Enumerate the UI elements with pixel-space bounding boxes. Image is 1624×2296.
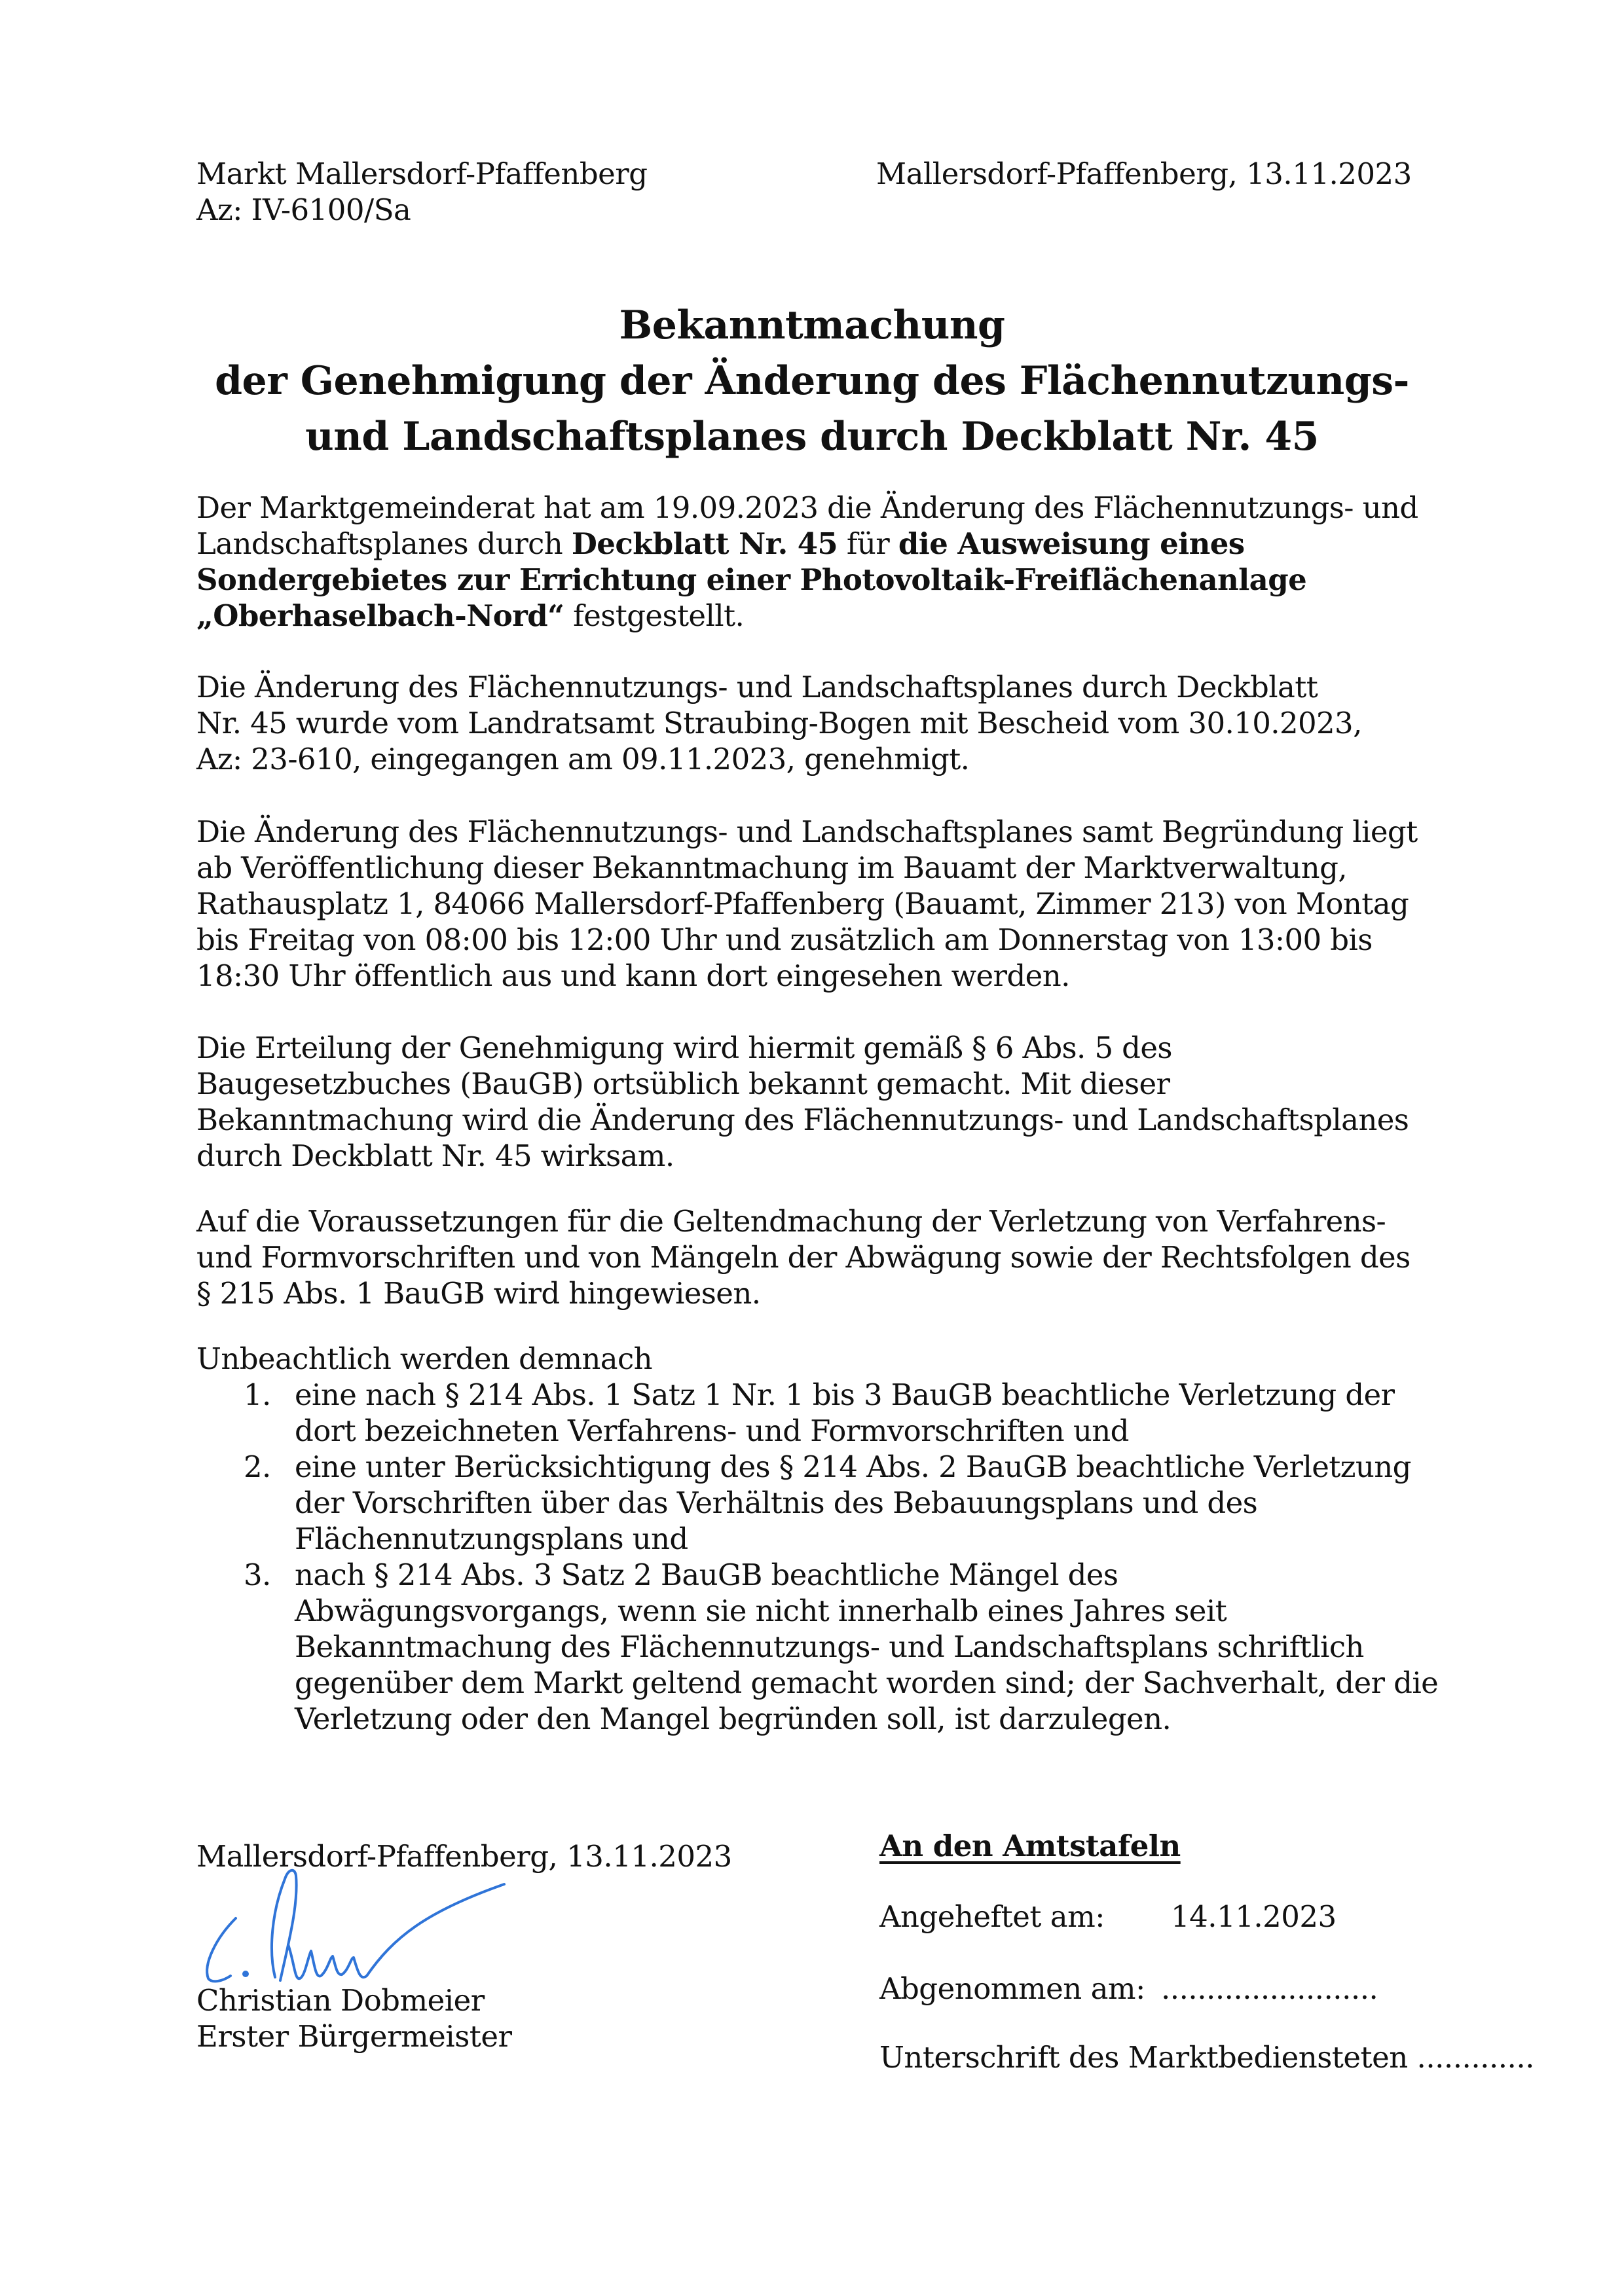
paragraph-line: Az: 23-610, eingegangen am 09.11.2023, genehmigt. [196,742,970,776]
authority-name: Markt Mallersdorf-Pfaffenberg [196,156,648,191]
paragraph-line: Die Änderung des Flächennutzungs- und Landschaftsplanes samt Begründung liegt [196,814,1418,849]
list-line: gegenüber dem Markt geltend gemacht worden sind; der Sachverhalt, der die [295,1666,1439,1700]
list-text [295,1377,1394,1449]
paragraph-inspection [196,814,1441,994]
text-run: Landschaftsplanes durch [196,526,572,561]
posted-row [879,1899,1337,1935]
authority-block [196,156,648,228]
paragraph-approval [196,669,1441,777]
removed-date-blank: ........................ [1161,1971,1378,2006]
paragraph-line [196,598,1441,634]
posted-date: 14.11.2023 [1171,1899,1337,1934]
paragraph-line: § 215 Abs. 1 BauGB wird hingewiesen. [196,1276,761,1311]
paragraph-line: Die Änderung des Flächennutzungs- und Landschaftsplanes durch Deckblatt [196,670,1318,704]
paragraph-line: Bekanntmachung wird die Änderung des Flächennutzungs- und Landschaftsplanes [196,1102,1409,1137]
paragraph-line: durch Deckblatt Nr. 45 wirksam. [196,1139,674,1173]
title-line-2: der Genehmigung der Änderung des Flächennutzungs- [215,358,1409,404]
removed-label: Abgenommen am: [879,1971,1145,2006]
list-text [295,1557,1438,1737]
bold-run: „Oberhaselbach-Nord“ [196,598,564,633]
paragraph-line [196,562,1441,598]
paragraph-line: Baugesetzbuches (BauGB) ortsüblich bekannt gemacht. Mit dieser [196,1066,1170,1101]
paragraph-line: Rathausplatz 1, 84066 Mallersdorf-Pfaffenberg (Bauamt, Zimmer 213) von Montag [196,886,1409,921]
list-text [295,1449,1411,1557]
title-line-3: und Landschaftsplanes durch Deckblatt Nr. 45 [305,414,1319,460]
signatory-name: Christian Dobmeier [196,1983,485,2018]
removed-row [879,1971,1378,2007]
list-line: Abwägungsvorgangs, wenn sie nicht innerhalb eines Jahres seit [295,1594,1227,1628]
reference-number: Az: IV-6100/Sa [196,192,411,227]
paragraph-line: ab Veröffentlichung dieser Bekanntmachung im Bauamt der Marktverwaltung, [196,850,1347,885]
paragraph-effective [196,1030,1441,1174]
notice-board-heading: An den Amtstafeln [879,1829,1181,1863]
paragraph-resolution [196,490,1441,634]
list-line: dort bezeichneten Verfahrens- und Formvorschriften und [295,1413,1129,1448]
bold-run: Deckblatt Nr. 45 [571,526,838,561]
handwritten-signature [196,1866,537,1990]
paragraph-line [196,526,1441,562]
document-title [0,298,1624,465]
list-line: eine nach § 214 Abs. 1 Satz 1 Nr. 1 bis 3 BauGB beachtliche Verletzung der [295,1377,1395,1412]
paragraph-line: Nr. 45 wurde vom Landratsamt Straubing-Bogen mit Bescheid vom 30.10.2023, [196,706,1362,740]
list-line: nach § 214 Abs. 3 Satz 2 BauGB beachtliche Mängel des [295,1558,1118,1592]
list-line: Verletzung oder den Mangel begründen soll, ist darzulegen. [295,1702,1172,1736]
signatory-role: Erster Bürgermeister [196,2019,512,2054]
title-line-1: Bekanntmachung [619,302,1005,348]
posted-label: Angeheftet am: [879,1899,1105,1934]
list-line: eine unter Berücksichtigung des § 214 Abs. 2 BauGB beachtliche Verletzung [295,1449,1411,1484]
paragraph-line: 18:30 Uhr öffentlich aus und kann dort eingesehen werden. [196,958,1070,993]
text-run: festgestellt. [564,598,745,633]
paragraph-line: und Formvorschriften und von Mängeln der Abwägung sowie der Rechtsfolgen des [196,1240,1411,1275]
list-line: Bekanntmachung des Flächennutzungs- und Landschaftsplans schriftlich [295,1630,1364,1664]
list-number: 2. [244,1449,271,1484]
header-place-date: Mallersdorf-Pfaffenberg, 13.11.2023 [876,156,1412,191]
paragraph-line: Die Erteilung der Genehmigung wird hiermit gemäß § 6 Abs. 5 des [196,1030,1172,1065]
list-line: Flächennutzungsplans und [295,1522,688,1556]
clerk-signature-label: Unterschrift des Marktbediensteten [879,2040,1417,2075]
list-number: 3. [244,1558,271,1592]
clerk-signature-blank: ............. [1416,2040,1534,2075]
signature-place-date: Mallersdorf-Pfaffenberg, 13.11.2023 [196,1839,732,1874]
paragraph-line: bis Freitag von 08:00 bis 12:00 Uhr und zusätzlich am Donnerstag von 13:00 bis [196,922,1373,957]
paragraph-notice [196,1203,1441,1311]
bold-run: Sondergebietes zur Errichtung einer Photovoltaik-Freiflächenanlage [196,562,1307,597]
paragraph-line: Der Marktgemeinderat hat am 19.09.2023 die Änderung des Flächennutzungs- und [196,490,1418,525]
clerk-signature-row [879,2039,1534,2075]
paragraph-line: Auf die Voraussetzungen für die Geltendmachung der Verletzung von Verfahrens- [196,1204,1386,1239]
bold-run: die Ausweisung eines [898,526,1245,561]
list-line: der Vorschriften über das Verhältnis des Bebauungsplans und des [295,1485,1258,1520]
list-number: 1. [244,1377,271,1412]
list-intro: Unbeachtlich werden demnach [196,1341,652,1376]
text-run: für [838,526,898,561]
